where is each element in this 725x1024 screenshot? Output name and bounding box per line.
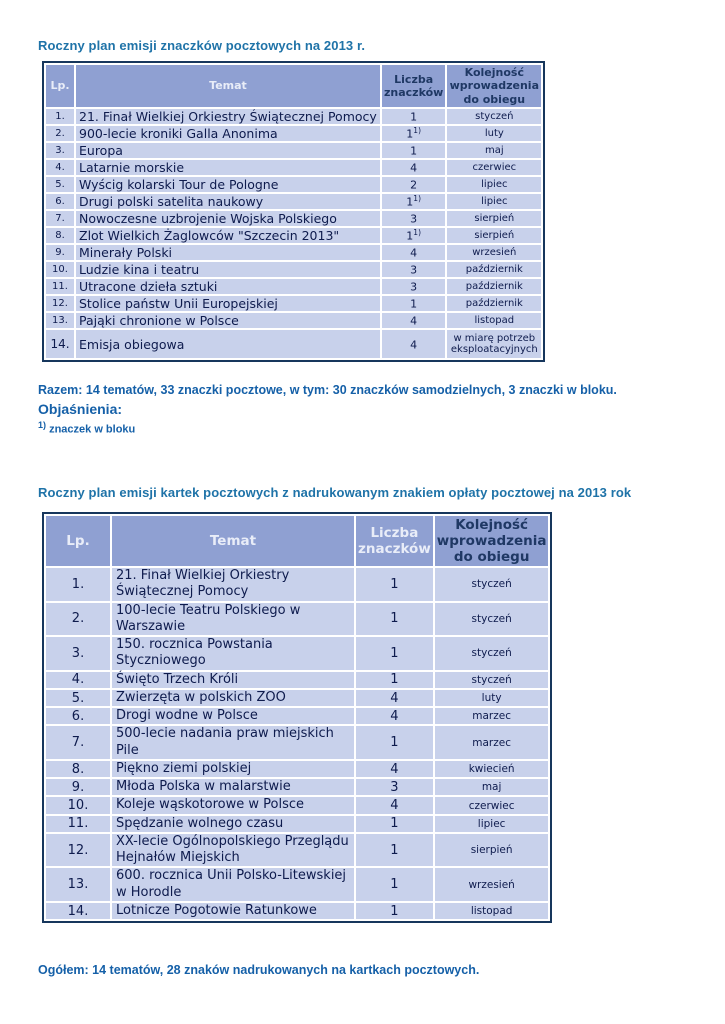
table-row	[46, 903, 548, 919]
table-row	[46, 330, 541, 358]
cell-liczba	[382, 228, 445, 243]
cell-liczba: 1	[356, 903, 433, 919]
cell-temat: Drugi polski satelita naukowy	[76, 194, 380, 209]
header-liczba: Liczba znaczków	[382, 65, 445, 107]
cell-liczba	[382, 109, 445, 124]
table-header-row	[46, 516, 548, 567]
cell-temat: Koleje wąskotorowe w Polsce	[112, 797, 354, 813]
header-temat: Temat	[76, 65, 380, 107]
table-row	[46, 194, 541, 209]
cell-lp: 12.	[46, 834, 110, 867]
explanations-heading: Objaśnienia:	[38, 401, 123, 417]
cell-kolejnosc: styczeń	[435, 568, 549, 601]
cell-lp: 5.	[46, 690, 110, 706]
table-row	[46, 690, 548, 706]
liczba-value: 4	[410, 161, 418, 175]
liczba-value: 4	[410, 314, 418, 328]
cell-liczba: 1	[356, 672, 433, 688]
table-row	[46, 211, 541, 226]
cell-liczba: 1	[356, 568, 433, 601]
table-row	[46, 868, 548, 901]
cell-liczba: 3	[356, 779, 433, 795]
table-row	[46, 568, 548, 601]
table-row	[46, 160, 541, 175]
table-row	[46, 637, 548, 670]
table-row	[46, 296, 541, 311]
cell-temat: Emisja obiegowa	[76, 330, 380, 358]
cell-temat: Święto Trzech Króli	[112, 672, 354, 688]
cell-kolejnosc: luty	[435, 690, 549, 706]
cell-liczba	[382, 177, 445, 192]
table2-title: Roczny plan emisji kartek pocztowych z nadrukowanym znakiem opłaty pocztowej na 2013 rok	[38, 484, 632, 500]
table1-title: Roczny plan emisji znaczków pocztowych na 2013 r.	[38, 38, 366, 53]
cell-lp: 10.	[46, 797, 110, 813]
cell-lp: 8.	[46, 761, 110, 777]
table-row	[46, 708, 548, 724]
cell-kolejnosc: listopad	[447, 313, 541, 328]
table-row	[46, 177, 541, 192]
cell-liczba	[382, 279, 445, 294]
cell-temat: Zwierzęta w polskich ZOO	[112, 690, 354, 706]
liczba-value: 1	[410, 144, 418, 158]
cell-kolejnosc: sierpień	[447, 228, 541, 243]
table-header-row	[46, 65, 541, 107]
footnote-marker: 1)	[413, 228, 421, 238]
cell-kolejnosc: lipiec	[435, 816, 549, 832]
cell-liczba: 1	[356, 816, 433, 832]
liczba-value: 3	[410, 212, 418, 226]
cell-lp: 6.	[46, 708, 110, 724]
cell-liczba: 4	[356, 797, 433, 813]
table-row	[46, 313, 541, 328]
cell-kolejnosc: styczeń	[435, 603, 549, 636]
cell-kolejnosc: październik	[447, 279, 541, 294]
cell-liczba: 4	[356, 690, 433, 706]
cell-lp: 5.	[46, 177, 74, 192]
liczba-value: 3	[410, 263, 418, 277]
liczba-value: 1	[410, 297, 418, 311]
cell-lp: 9.	[46, 245, 74, 260]
cell-liczba	[382, 194, 445, 209]
table-row	[46, 834, 548, 867]
cell-kolejnosc: sierpień	[447, 211, 541, 226]
cell-lp: 11.	[46, 816, 110, 832]
cell-lp: 2.	[46, 126, 74, 141]
cell-temat: Piękno ziemi polskiej	[112, 761, 354, 777]
header-kolejnosc: Kolejność wprowadzenia do obiegu	[436, 516, 547, 566]
table-row	[46, 126, 541, 141]
cell-kolejnosc: w miarę potrzeb eksploatacyjnych	[447, 330, 541, 358]
cell-liczba	[382, 262, 445, 277]
table-row	[46, 726, 548, 759]
cell-temat: 600. rocznica Unii Polsko-Litewskiej w Horodle	[112, 868, 354, 901]
cell-temat: Minerały Polski	[76, 245, 380, 260]
cell-kolejnosc: lipiec	[447, 177, 541, 192]
cell-kolejnosc: maj	[435, 779, 549, 795]
footnote-text: znaczek w bloku	[49, 423, 136, 436]
cell-kolejnosc: styczeń	[435, 672, 549, 688]
header-liczba: Liczba znaczków	[356, 516, 433, 567]
cell-temat: Drogi wodne w Polsce	[112, 708, 354, 724]
table-row	[46, 603, 548, 636]
cell-temat: Wyścig kolarski Tour de Pologne	[76, 177, 380, 192]
liczba-value: 3	[410, 280, 418, 294]
cell-lp: 14.	[46, 330, 74, 358]
cell-temat: 21. Finał Wielkiej Orkiestry Świątecznej Pomocy	[76, 109, 380, 124]
cell-lp: 13.	[46, 313, 74, 328]
cell-liczba: 4	[356, 761, 433, 777]
cell-kolejnosc: luty	[447, 126, 541, 141]
cell-kolejnosc: wrzesień	[435, 868, 549, 901]
table2-summary: Ogółem: 14 tematów, 28 znaków nadrukowanych na kartkach pocztowych.	[38, 963, 480, 978]
cell-lp: 2.	[46, 603, 110, 636]
liczba-value: 4	[410, 338, 418, 352]
footnote-marker: 1)	[413, 194, 421, 204]
cell-lp: 1.	[46, 109, 74, 124]
cell-kolejnosc: kwiecień	[435, 761, 549, 777]
cell-liczba	[382, 245, 445, 260]
table-row	[46, 761, 548, 777]
cell-liczba: 1	[356, 868, 433, 901]
cell-temat: XX-lecie Ogólnopolskiego Przeglądu Hejnałów Miejskich	[112, 834, 354, 867]
table-row	[46, 143, 541, 158]
cell-temat: Stolice państw Unii Europejskiej	[76, 296, 380, 311]
cell-lp: 9.	[46, 779, 110, 795]
cell-kolejnosc: styczeń	[435, 637, 549, 670]
cell-liczba	[382, 160, 445, 175]
liczba-value: 2	[410, 178, 418, 192]
cell-temat: Europa	[76, 143, 380, 158]
cell-temat: Latarnie morskie	[76, 160, 380, 175]
liczba-value: 1	[406, 195, 414, 209]
cell-kolejnosc: listopad	[435, 903, 549, 919]
cell-kolejnosc: październik	[447, 262, 541, 277]
cell-kolejnosc: marzec	[435, 708, 549, 724]
cell-liczba	[382, 313, 445, 328]
cell-temat: Pająki chronione w Polsce	[76, 313, 380, 328]
cell-liczba: 4	[356, 708, 433, 724]
cell-lp: 12.	[46, 296, 74, 311]
cell-kolejnosc: czerwiec	[447, 160, 541, 175]
table-row	[46, 797, 548, 813]
stamps-emission-table	[42, 61, 545, 362]
cell-lp: 7.	[46, 726, 110, 759]
cell-kolejnosc: maj	[447, 143, 541, 158]
header-lp: Lp.	[46, 516, 110, 567]
cell-temat: Lotnicze Pogotowie Ratunkowe	[112, 903, 354, 919]
cell-liczba	[382, 296, 445, 311]
table-row	[46, 779, 548, 795]
cell-liczba	[382, 143, 445, 158]
header-temat: Temat	[112, 516, 354, 567]
table1-summary: Razem: 14 tematów, 33 znaczki pocztowe, w tym: 30 znaczków samodzielnych, 3 znaczki w bloku.	[38, 383, 617, 397]
table-row	[46, 262, 541, 277]
cell-lp: 1.	[46, 568, 110, 601]
cell-kolejnosc: marzec	[435, 726, 549, 759]
cell-lp: 7.	[46, 211, 74, 226]
cell-temat: 900-lecie kroniki Galla Anonima	[76, 126, 380, 141]
cell-kolejnosc: styczeń	[447, 109, 541, 124]
cell-temat: 500-lecie nadania praw miejskich Pile	[112, 726, 354, 759]
cell-lp: 10.	[46, 262, 74, 277]
table-row	[46, 245, 541, 260]
table-row	[46, 228, 541, 243]
cell-temat: 21. Finał Wielkiej Orkiestry Świątecznej Pomocy	[112, 568, 354, 601]
table-row	[46, 672, 548, 688]
liczba-value: 4	[410, 246, 418, 260]
liczba-value: 1	[406, 229, 414, 243]
cell-liczba: 1	[356, 637, 433, 670]
cell-temat: Nowoczesne uzbrojenie Wojska Polskiego	[76, 211, 380, 226]
footnote-marker: 1)	[38, 420, 47, 430]
cell-liczba	[382, 330, 445, 358]
postcards-emission-table	[42, 512, 552, 924]
cell-kolejnosc: sierpień	[435, 834, 549, 867]
table-row	[46, 816, 548, 832]
cell-liczba: 1	[356, 726, 433, 759]
cell-kolejnosc: czerwiec	[435, 797, 549, 813]
liczba-value: 1	[410, 110, 418, 124]
cell-temat: 100-lecie Teatru Polskiego w Warszawie	[112, 603, 354, 636]
footnote-marker: 1)	[413, 126, 421, 136]
cell-kolejnosc: lipiec	[447, 194, 541, 209]
cell-liczba: 1	[356, 603, 433, 636]
cell-kolejnosc: październik	[447, 296, 541, 311]
cell-liczba: 1	[356, 834, 433, 867]
cell-temat: Spędzanie wolnego czasu	[112, 816, 354, 832]
cell-temat: Młoda Polska w malarstwie	[112, 779, 354, 795]
cell-lp: 8.	[46, 228, 74, 243]
cell-kolejnosc: wrzesień	[447, 245, 541, 260]
cell-temat: 150. rocznica Powstania Styczniowego	[112, 637, 354, 670]
cell-temat: Utracone dzieła sztuki	[76, 279, 380, 294]
cell-liczba	[382, 211, 445, 226]
header-kolejnosc: Kolejność wprowadzenia do obiegu	[447, 65, 541, 107]
table-row	[46, 279, 541, 294]
cell-temat: Zlot Wielkich Żaglowców "Szczecin 2013"	[76, 228, 380, 243]
cell-lp: 11.	[46, 279, 74, 294]
table-row	[46, 109, 541, 124]
cell-lp: 4.	[46, 160, 74, 175]
cell-lp: 3.	[46, 637, 110, 670]
cell-temat: Ludzie kina i teatru	[76, 262, 380, 277]
cell-liczba	[382, 126, 445, 141]
liczba-value: 1	[406, 127, 414, 141]
footnote-line	[38, 420, 725, 436]
cell-lp: 4.	[46, 672, 110, 688]
header-lp: Lp.	[46, 65, 74, 107]
cell-lp: 6.	[46, 194, 74, 209]
cell-lp: 14.	[46, 903, 110, 919]
cell-lp: 13.	[46, 868, 110, 901]
cell-lp: 3.	[46, 143, 74, 158]
